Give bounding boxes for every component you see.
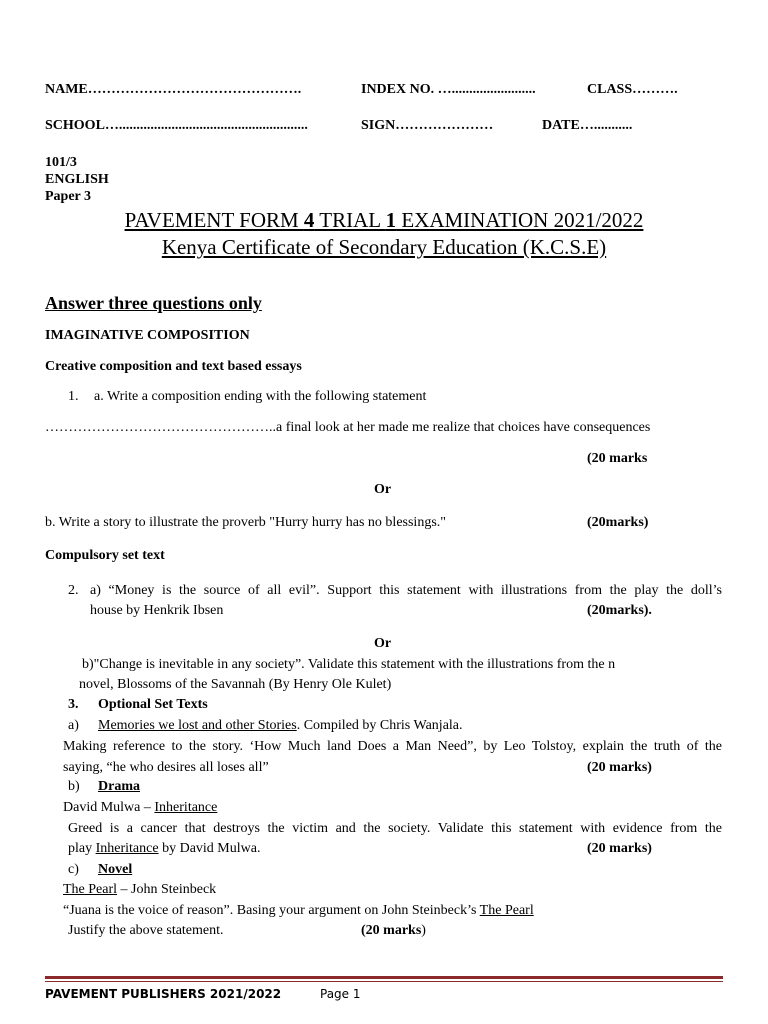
q3b-line2 xyxy=(68,840,260,858)
section3-heading: Optional Set Texts xyxy=(98,697,208,712)
q3b-book-title: Inheritance xyxy=(154,800,218,815)
q3c-line1-start: “Juana is the voice of reason”. Basing your argument on John Steinbeck’s xyxy=(63,903,480,918)
index-field: INDEX NO. …........................ xyxy=(361,82,536,97)
footer-publisher: PAVEMENT PUBLISHERS 2021/2022 xyxy=(45,987,282,1001)
q1a-statement: …………………………………………..a final look at her made me realize that choices have consequences xyxy=(45,420,651,435)
title-trial-number: 1 xyxy=(385,208,397,232)
q3b-line2-end: by David Mulwa. xyxy=(158,841,261,856)
q3b-line2-start: play xyxy=(68,841,96,856)
q1b-marks: (20marks) xyxy=(587,515,649,530)
q3c-author-line xyxy=(63,881,216,899)
title-form-number: 4 xyxy=(303,208,315,232)
q3a-book-title: Memories we lost and other Stories xyxy=(98,718,297,733)
q3-number: 3. xyxy=(68,697,79,712)
q3b-line1: Greed is a cancer that destroys the victim and the society. Validate this statement with evidence from the xyxy=(68,821,722,836)
q3a-marks: (20 marks) xyxy=(587,760,652,775)
paper-code: 101/3 xyxy=(45,155,77,170)
instructions: Answer three questions only xyxy=(45,293,262,313)
q3a-label: a) xyxy=(68,718,79,733)
q3b-author-line xyxy=(63,799,217,817)
footer-rule-thin xyxy=(45,981,723,982)
name-field: NAME………………………………………. xyxy=(45,82,302,97)
q1a-marks: (20 marks xyxy=(587,451,648,466)
q3c-heading: Novel xyxy=(98,862,133,877)
date-field: DATE…........... xyxy=(542,118,633,133)
footer-rule-thick xyxy=(45,976,723,979)
q3c-author: – John Steinbeck xyxy=(117,882,217,897)
or-divider-2: Or xyxy=(374,636,392,651)
q3a-title-line xyxy=(98,717,463,735)
exam-subtitle xyxy=(0,234,768,260)
q3b-heading: Drama xyxy=(98,779,140,794)
q2a-line2: house by Henkrik Ibsen xyxy=(90,603,224,618)
paper-number: Paper 3 xyxy=(45,189,92,204)
paper-subject: ENGLISH xyxy=(45,172,109,187)
q3c-book-title: The Pearl xyxy=(63,882,118,897)
section2-heading: Compulsory set text xyxy=(45,548,165,563)
q3c-line1-title: The Pearl xyxy=(479,903,534,918)
section1-heading: IMAGINATIVE COMPOSITION xyxy=(45,328,250,343)
q3b-marks: (20 marks) xyxy=(587,841,652,856)
footer-page-number: Page 1 xyxy=(320,987,361,1001)
q3a-line1: Making reference to the story. ‘How Much land Does a Man Need”, by Leo Tolstoy, explain the truth of the xyxy=(63,739,722,754)
section1-subheading: Creative composition and text based essays xyxy=(45,359,302,374)
q2b-line2: novel, Blossoms of the Savannah (By Henry Ole Kulet) xyxy=(79,677,392,692)
title-part-1: PAVEMENT FORM xyxy=(124,208,304,232)
exam-title-text xyxy=(125,208,644,232)
q2b-line1: b)"Change is inevitable in any society”. Validate this statement with the illustrations from the n xyxy=(82,657,616,672)
q3b-label: b) xyxy=(68,779,80,794)
q3b-author: David Mulwa – xyxy=(63,800,155,815)
title-part-3: EXAMINATION 2021/2022 xyxy=(396,208,644,232)
q1a-text: a. Write a composition ending with the following statement xyxy=(94,389,427,404)
school-field: SCHOOL…...................................................... xyxy=(45,118,308,133)
q3c-marks-text: (20 marks xyxy=(361,923,422,938)
q3c-marks-close: ) xyxy=(421,923,426,938)
exam-title xyxy=(0,207,768,233)
class-field: CLASS………. xyxy=(587,82,678,97)
q3b-line2-title: Inheritance xyxy=(95,841,159,856)
q1b-text: b. Write a story to illustrate the proverb "Hurry hurry has no blessings." xyxy=(45,515,446,530)
q3c-line2: Justify the above statement. xyxy=(68,923,224,938)
exam-subtitle-text: Kenya Certificate of Secondary Education (K.C.S.E) xyxy=(161,235,607,259)
title-part-2: TRIAL xyxy=(314,208,386,232)
q1-number: 1. xyxy=(68,389,79,404)
or-divider-1: Or xyxy=(374,482,392,497)
q3a-compiled-by: . Compiled by Chris Wanjala. xyxy=(296,718,463,733)
q3c-marks xyxy=(361,922,426,940)
q2-number: 2. xyxy=(68,583,79,598)
q3c-label: c) xyxy=(68,862,79,877)
q2a-line1: a) “Money is the source of all evil”. Support this statement with illustrations from the play the doll’s xyxy=(90,583,722,598)
q3a-line2: saying, “he who desires all loses all” xyxy=(63,760,269,775)
q3c-line1 xyxy=(63,902,534,920)
sign-field: SIGN………………… xyxy=(361,118,494,133)
q2a-marks: (20marks). xyxy=(587,603,652,618)
